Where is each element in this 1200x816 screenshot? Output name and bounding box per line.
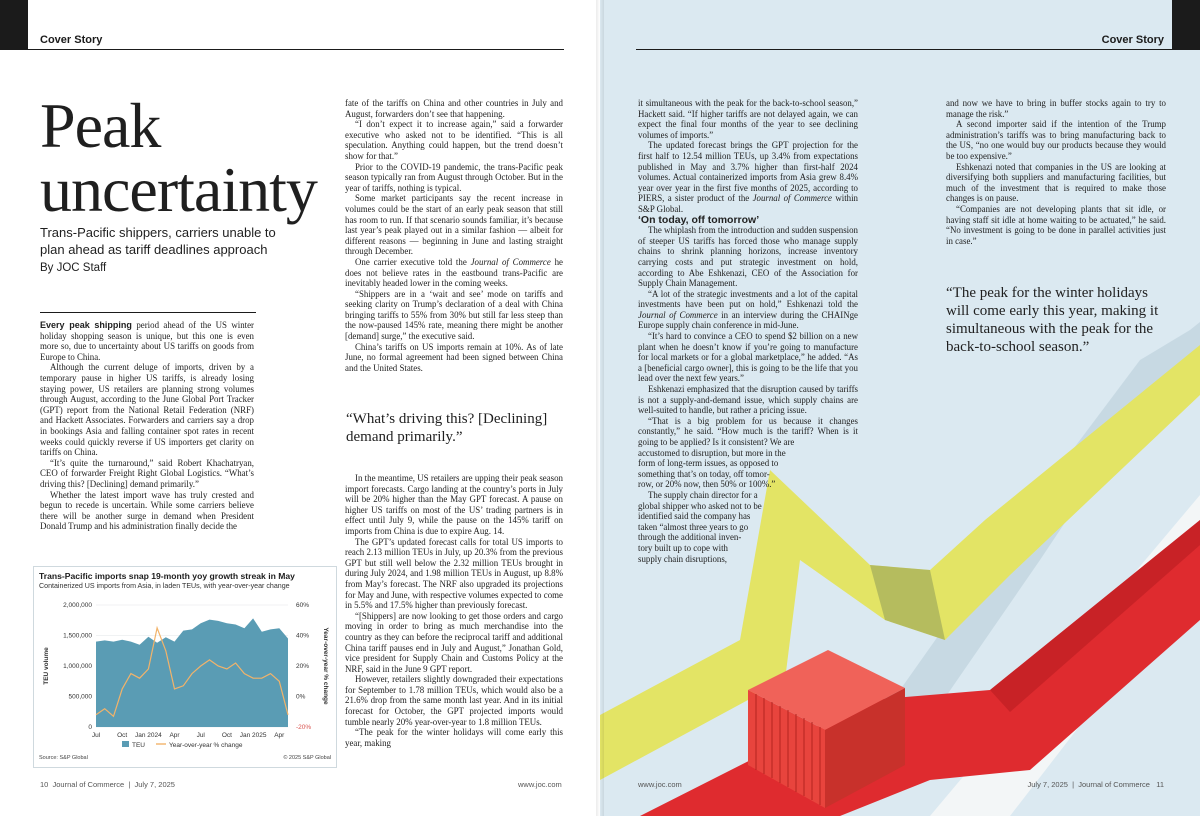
text-line: row, or 20% now, then 50% or 100%.” bbox=[638, 479, 776, 490]
chart-svg bbox=[34, 567, 336, 767]
issue-date: July 7, 2025 bbox=[1027, 780, 1068, 789]
section-tag-left: Cover Story bbox=[40, 34, 103, 46]
byline: By JOC Staff bbox=[40, 262, 107, 274]
chart-source: Source: S&P Global bbox=[39, 755, 88, 761]
y2-tick-label: 20% bbox=[296, 663, 310, 670]
x-tick-label: Apr bbox=[169, 732, 180, 739]
pull-quote-left: “What’s driving this? [Declining] demand primarily.” bbox=[346, 411, 548, 445]
folio-right: July 7, 2025 | Journal of Commerce 11 bbox=[1027, 780, 1164, 789]
subhead: ‘On today, off tomorrow’ bbox=[638, 213, 760, 226]
text-line: something that’s on today, off tomor- bbox=[638, 468, 770, 479]
paragraph: Eshkenazi emphasized that the disruption caused by tariffs is not a supply-and-demand issue, which supply chains are well-suited to handle, but rather a pricing issue. bbox=[638, 384, 858, 416]
y2-tick-label: 60% bbox=[296, 602, 310, 609]
text-line: accustomed to disruption, but more in the bbox=[638, 447, 786, 458]
legend-label-yoy: Year-over-year % change bbox=[169, 742, 243, 749]
narrow-text-block bbox=[638, 448, 858, 565]
x-tick-label: Jul bbox=[91, 732, 101, 739]
corner-tab-right bbox=[1172, 0, 1200, 50]
publication-name: Journal of Commerce bbox=[470, 256, 551, 267]
y-tick-label: 1,500,000 bbox=[63, 632, 92, 640]
teu-area bbox=[96, 618, 288, 727]
paragraph: Some market participants say the recent increase in volumes could be the start of an early peak season that still has room to run. If that scenario sounds familiar, it’s because last year’s peak played out in a similar fashion — albeit for different reasons — beginning in June and lasting straight through December. bbox=[345, 193, 563, 257]
paragraph bbox=[345, 257, 563, 289]
paragraph-text: One carrier executive told the bbox=[355, 256, 471, 267]
paragraph: China’s tariffs on US imports remain at 10%. As of late June, no formal agreement had been signed between China and the United States. bbox=[345, 341, 563, 373]
chart-title: Trans-Pacific imports snap 19-month yoy growth streak in May bbox=[39, 571, 295, 581]
text-line: tory built up to cope with bbox=[638, 542, 728, 553]
paragraph: The GPT’s updated forecast calls for total US imports to reach 2.13 million TEUs in July, up 20.3% from the previous GPT but still well below the 2.32 million TEUs brought in during July 2024, and 1.98 million TEUs in August, up 8.8% from May’s forecast. The NRF also upgraded its projections for May and June, with respective volumes expected to come in 5.5% and 17.5% higher than previously forecast. bbox=[345, 536, 563, 611]
legend-swatch-teu bbox=[122, 741, 129, 747]
deck: Trans-Pacific shippers, carriers unable to plan ahead as tariff deadlines approach bbox=[40, 225, 276, 257]
right-page bbox=[600, 0, 1200, 816]
chart-copyright: © 2025 S&P Global bbox=[283, 755, 331, 761]
byline-rule bbox=[40, 312, 256, 313]
headline bbox=[40, 90, 317, 225]
paragraph bbox=[638, 289, 858, 331]
text-line: through the additional inven- bbox=[638, 532, 742, 543]
publication-name: Journal of Commerce bbox=[1078, 780, 1150, 789]
paragraph-text: in an interview during the CHAINge Europe supply chain conference in mid-June. bbox=[638, 309, 858, 331]
paragraph: “That is a big problem for us because it changes constantly,” he said. “How much is the tariff? When is it going to be applied? Is it consistent? We are bbox=[638, 415, 858, 447]
paragraph: “It’s quite the turnaround,” said Robert Khachatryan, CEO of forwarder Freight Right Global Logistics. “What’s driving this? [Declining] demand primarily.” bbox=[40, 457, 254, 489]
text-line: The supply chain director for a bbox=[648, 489, 758, 500]
y2-tick-label: 40% bbox=[296, 632, 310, 640]
text-line: global shipper who asked not to be bbox=[638, 500, 762, 511]
page-number: 10 bbox=[40, 780, 49, 789]
paragraph: “The peak for the winter holidays will come early this year, making bbox=[345, 727, 563, 748]
page-gutter bbox=[596, 0, 604, 816]
headline-line-2: uncertainty bbox=[40, 154, 317, 225]
paragraph: The whiplash from the introduction and sudden suspension of steeper US tariffs has forced those who manage supply chains to shrink planning horizons, increase inventory carrying costs and put strategic investment on hold, according to Abe Eshkenazi, CEO of the Association for Supply Chain Management. bbox=[638, 225, 858, 289]
folio-left: 10 Journal of Commerce | July 7, 2025 bbox=[40, 780, 175, 789]
y2-axis-label: Year-over-year % change bbox=[322, 627, 329, 705]
x-tick-label: Oct bbox=[117, 732, 128, 739]
page-number: 11 bbox=[1156, 780, 1164, 789]
pull-quote-right: “The peak for the winter holidays will come early this year, making it simultaneous with the peak for the back-to-school season.” bbox=[946, 285, 1159, 355]
paragraph: “[Shippers] are now looking to get those orders and cargo moving in order to bring as much merchandise into the country as they can before the reciprocal tariff and additional China tariff pauses end in July and August,” Jonathan Gold, vice president for Supply Chain and Customs Policy at the NRF, said in the June 9 GPT report. bbox=[345, 610, 563, 674]
publication-name: Journal of Commerce bbox=[638, 309, 718, 320]
paragraph-text: he does not believe rates in the eastbound trans-Pacific are inevitably headed lower in the coming weeks. bbox=[345, 256, 563, 289]
column-2-top bbox=[345, 98, 563, 373]
paragraph: In the meantime, US retailers are upping their peak season import forecasts. Cargo landing at the country’s ports in July will be 20% higher than the May GPT forecast. A pause on higher US tariffs on most of the US’ trading partners is in effect until July 9, while the pause on the 145% tariff on imports from China is due to expire Aug. 14. bbox=[345, 473, 563, 536]
header-rule-left bbox=[28, 49, 564, 50]
x-tick-label: Oct bbox=[221, 732, 232, 739]
x-tick-label: Jul bbox=[196, 732, 205, 739]
paragraph: Whether the latest import wave has truly crested and begun to recede is uncertain. While some carriers believe there will be another surge in demand when President Donald Trump and his administration finally decide the bbox=[40, 489, 254, 532]
y-tick-label: 1,000,000 bbox=[63, 663, 92, 670]
paragraph: Although the current deluge of imports, driven by a temporary pause in higher US tariffs, is already losing staying power, US retailers are planning strong volumes through August, according to the June Global Port Tracker (GPT) report from the National Retail Federation (NRF) and Hackett Associates. Forwarders and carriers say a drop in bookings Asia and falling container spot rates in recent weeks could quickly reverse if US importers get clarity on tariffs on China. bbox=[40, 362, 254, 458]
x-tick-label: Jan 2025 bbox=[239, 732, 267, 739]
text-line: supply chain disruptions, bbox=[638, 553, 727, 564]
column-3 bbox=[638, 98, 858, 564]
lead-in: Every peak shipping bbox=[40, 320, 132, 330]
paragraph-text: period ahead of the US winter holiday shopping season is unique, but this one is even more so, due to uncertainty about US tariffs on goods from Europe to China. bbox=[40, 320, 255, 362]
column-4 bbox=[946, 98, 1166, 246]
headline-line-1: Peak bbox=[40, 90, 161, 161]
paragraph: and now we have to bring in buffer stocks again to try to manage the risk.” bbox=[946, 98, 1166, 119]
publication-name: Journal of Commerce bbox=[752, 193, 832, 204]
y-tick-label: 2,000,000 bbox=[63, 602, 92, 609]
chart-subtitle: Containerized US imports from Asia, in laden TEUs, with year-over-year change bbox=[39, 582, 290, 590]
chart-panel bbox=[33, 566, 337, 768]
y-tick-label: 0 bbox=[88, 724, 92, 731]
paragraph: A second importer said if the intention of the Trump administration’s tariffs was to bring manufacturing back to the US, “no one would buy our products because they would be too expensive.” bbox=[946, 119, 1166, 161]
x-tick-label: Apr bbox=[274, 732, 285, 739]
paragraph-text: The updated forecast brings the GPT projection for the first half to 12.54 million TEUs, up 3.4% from expectations published in May and 3.7% higher than first-half 2024 volumes. Actual containerized imports from Asia grew 8.4% year over year in the first five months of 2025, according to PIERS, a sister product of the bbox=[638, 140, 858, 204]
paragraph: “I don’t expect it to increase again,” said a forwarder executive who asked not to be identified. “This is all speculation. Anything could happen, but the trend doesn’t show for that.” bbox=[345, 119, 563, 161]
paragraph: it simultaneous with the peak for the back-to-school season,” Hackett said. “If higher tariffs are not delayed again, we can expect the final four months of the year to see declining volumes of imports.” bbox=[638, 98, 858, 140]
text-line: form of long-term issues, as opposed to bbox=[638, 458, 779, 469]
section-tag-right: Cover Story bbox=[1101, 34, 1164, 46]
column-2-bottom bbox=[345, 473, 563, 748]
paragraph bbox=[40, 320, 254, 362]
y2-tick-label: 0% bbox=[296, 693, 306, 701]
x-tick-label: Jan 2024 bbox=[134, 732, 162, 739]
paragraph: However, retailers slightly downgraded their expectations for September to 1.78 million TEUs, which would also be a 21.6% drop from the same month last year. And in its initial forecast for October, the GPT projected imports would tumble nearly 20% year-over-year to 1.8 million TEUs. bbox=[345, 674, 563, 727]
publication-name: Journal of Commerce bbox=[52, 780, 125, 789]
folio-url-left: www.joc.com bbox=[518, 780, 562, 789]
folio-url-right: www.joc.com bbox=[638, 780, 682, 789]
paragraph bbox=[638, 140, 858, 214]
paragraph: Prior to the COVID-19 pandemic, the trans-Pacific peak season typically ran from August through October. But in the year of tariffs, nothing is typical. bbox=[345, 161, 563, 193]
paragraph-text: within S&P Global. bbox=[638, 193, 858, 214]
text-line: taken “almost three years to go bbox=[638, 521, 749, 532]
header-rule-right bbox=[636, 49, 1172, 50]
paragraph: Eshkenazi noted that companies in the US are looking at diversifying both suppliers and manufacturing facilities, but much of the investment that is required to make those changes is on pause. bbox=[946, 161, 1166, 204]
column-1 bbox=[40, 320, 254, 532]
paragraph: fate of the tariffs on China and other countries in July and August, forwarders don’t see that happening. bbox=[345, 98, 563, 119]
text-line: identified said the company has bbox=[638, 511, 751, 522]
paragraph: “It’s hard to convince a CEO to spend $2 billion on a new plant when he doesn’t know if you’re going to manufacture for local markets or for a global marketplace,” he added. “As a [beneficial cargo owner], this is going to be the life that you lead over the next few years.” bbox=[638, 331, 858, 384]
corner-tab-left bbox=[0, 0, 28, 50]
issue-date: July 7, 2025 bbox=[134, 780, 175, 789]
legend-label-teu: TEU bbox=[132, 742, 145, 749]
y-tick-label: 500,000 bbox=[68, 693, 92, 701]
paragraph: “Shippers are in a ‘wait and see’ mode on tariffs and seeking clarity on Trump’s declaration of a deal with China bringing tariffs to 55% from 30% but still far less steep than the now-paused 145% rate, meaning there might be another [demand] surge,” the executive said. bbox=[345, 288, 563, 342]
y-axis-label: TEU volume bbox=[43, 647, 50, 685]
paragraph-text: “A lot of the strategic investments and a lot of the capital investments have been put on hold,” Eshkenazi told the bbox=[638, 288, 858, 310]
y2-tick-label: -20% bbox=[296, 724, 312, 731]
paragraph: “Companies are not developing plants that sit idle, or having staff sit idle at home waiting to be actuated,” he said. “No investment is going to be done in parallel activities just in case.” bbox=[946, 203, 1166, 246]
